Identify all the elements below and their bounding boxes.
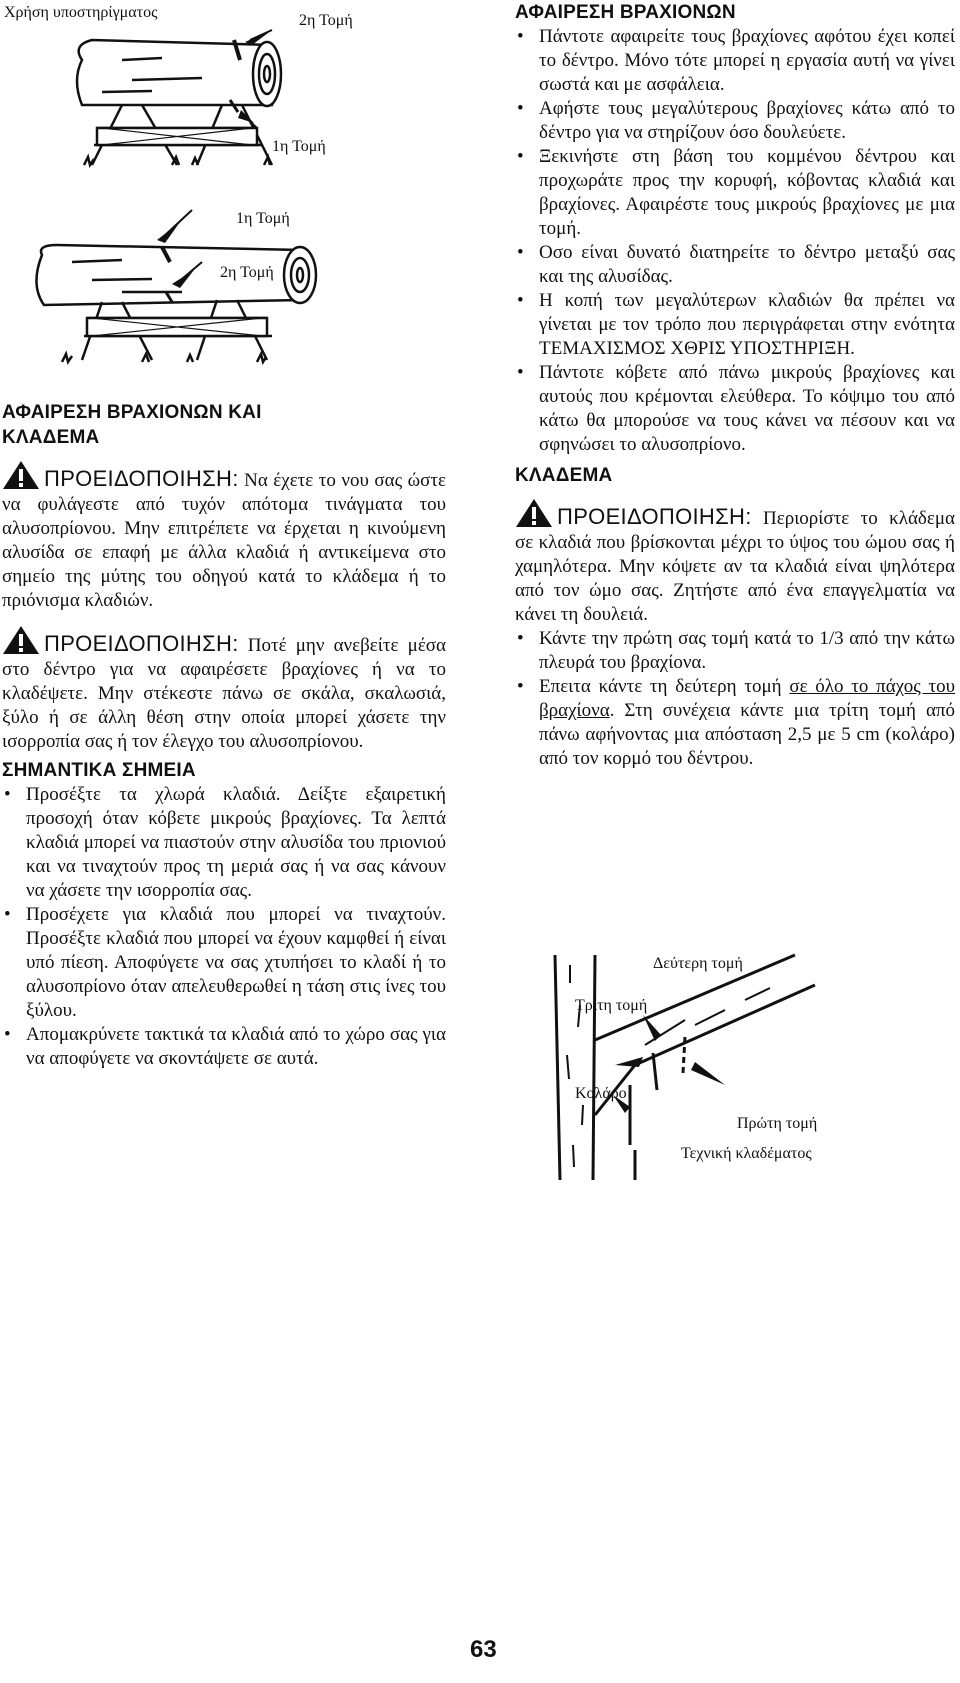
- top-log-drawing: [77, 40, 281, 165]
- list-item: • Πάντοτε κόβετε από πάνω μικρούς βραχίονες και αυτούς που κρέμονται ελεύθερα. Το κόψιμο του από κάτω θα μπορούσε να τους κάνει να πέσουν και να σφηνώσει το αλυσοπρίονο.: [515, 361, 955, 457]
- right-column: [515, 0, 955, 1162]
- collar-label: Κολάρο: [575, 1085, 627, 1102]
- log-on-sawhorse-illustration: [2, 0, 446, 390]
- warning-triangle-icon: [2, 460, 40, 490]
- warning-triangle-icon: [515, 498, 553, 528]
- pruning-caption: Τεχνική κλαδέματος: [681, 1145, 812, 1162]
- warning-1: [2, 460, 446, 613]
- list-item: • Πάντοτε αφαιρείτε τους βραχίονες αφότου έχει κοπεί το δέντρο. Μόνο τότε μπορεί η εργασία αυτή να γίνει σωστά και με ασφάλεια.: [515, 25, 955, 97]
- warning-2-text: Ποτέ μην ανεβείτε μέσα στο δέντρο για να αφαιρέσετε βραχίονες ή να το κλαδέψετε. Μην στέκεστε πάνω σε σκάλα, σκαλωσιά, ξύλο ή σε άλλη θέση στην οποία μπορεί χάσετε την ισορροπία σας ή τον έλεγχο του αλυσοπρίονου.: [2, 635, 447, 752]
- list-item: • Ξεκινήστε στη βάση του κομμένου δέντρου και προχωράτε προς την κορυφή, κόβοντας κλαδιά και βραχίονες. Αφαιρέστε τους μικρούς βραχίονες με μια τομή.: [515, 145, 955, 241]
- important-list: [2, 783, 446, 1071]
- bottom-log-drawing: [36, 245, 316, 362]
- section-title-line2: ΚΛΑΔΕΜΑ: [2, 427, 100, 448]
- third-cut-label: Τρίτη τομή: [575, 997, 648, 1014]
- second-cut-label: Δεύτερη τομή: [653, 955, 743, 972]
- section-title-line1: ΑΦΑΙΡΕΣΗ ΒΡΑΧΙΟΝΩΝ ΚΑΙ: [2, 402, 262, 423]
- removal-list: [515, 25, 955, 457]
- bottom-cut2-label: 2η Τομή: [220, 264, 274, 281]
- list-item: • Η κοπή των μεγαλύτερων κλαδιών θα πρέπει να γίνεται με τον τρόπο που περιγράφεται στην ενότητα ΤΕΜΑΧΙΣΜΟΣ ΧΘΡΙΣ ΥΠΟΣΤΗΡΙΞΗ.: [515, 289, 955, 361]
- first-cut-label: Πρώτη τομή: [737, 1115, 818, 1132]
- prune-text-underlined: σε όλο το πάχος του βραχίονα: [539, 676, 955, 721]
- list-item: • Κάντε την πρώτη σας τομή κατά το 1/3 από την κάτω πλευρά του βραχίονα.: [515, 627, 955, 675]
- warning-2: [2, 625, 446, 754]
- prune-text-start: Επειτα κάντε τη δεύτερη τομή: [539, 676, 790, 697]
- list-item: • Οσο είναι δυνατό διατηρείτε το δέντρο μεταξύ σας και της αλυσίδας.: [515, 241, 955, 289]
- left-column: [2, 0, 447, 1069]
- left-text-block: [2, 400, 446, 1071]
- warning-triangle-icon: [2, 625, 40, 655]
- top-cut2-label: 2η Τομή: [299, 12, 353, 29]
- support-label: Χρήση υποστηρίγματος: [4, 4, 158, 21]
- pruning-title: ΚΛΑΔΕΜΑ: [515, 465, 613, 486]
- warning-1-title: ΠΡΟΕΙΔΟΠΟΙΗΣΗ:: [44, 466, 239, 491]
- bottom-cut1-label: 1η Τομή: [236, 210, 290, 227]
- warning-3-title: ΠΡΟΕΙΔΟΠΟΙΗΣΗ:: [557, 504, 752, 529]
- warning-2-title: ΠΡΟΕΙΔΟΠΟΙΗΣΗ:: [44, 631, 239, 656]
- list-item: • Προσέξτε τα χλωρά κλαδιά. Δείξτε εξαιρετική προσοχή όταν κόβετε μικρούς βραχίονες. Τα λεπτά κλαδιά μπορεί να πιαστούν στην αλυσίδα του πριονιού και να τιναχτούν προς τη μεριά σας ή να σας κάνουν να χάσετε την ισορροπία σας.: [2, 783, 446, 903]
- section-title: [2, 400, 446, 450]
- important-title: ΣΗΜΑΝΤΙΚΑ ΣΗΜΕΙΑ: [2, 760, 196, 781]
- list-item: [515, 675, 955, 771]
- list-item: • Αφήστε τους μεγαλύτερους βραχίονες κάτω από το δέντρο για να στηρίζουν όσο δουλεύετε.: [515, 97, 955, 145]
- list-item: • Απομακρύνετε τακτικά τα κλαδιά από το χώρο σας για να αποφύγετε να σκοντάψετε σε αυτά.: [2, 1023, 446, 1071]
- warning-1-text: Να έχετε το νου σας ώστε να φυλάγεστε από τυχόν απότομα τινάγματα του αλυσοπρίονου. Μην επιτρέπετε να έρχεται η κινούμενη αλυσίδα σε επαφή με άλλα κλαδιά ή αντικείμενα στο σημείο της μύτης του οδηγού κατά το κλάδεμα ή το πριόνισμα κλαδιών.: [2, 470, 446, 611]
- list-item: • Προσέχετε για κλαδιά που μπορεί να τιναχτούν. Προσέξτε κλαδιά που μπορεί να έχουν καμφθεί ή είναι υπό πίεση. Αποφύγετε να σας χτυπήσει το κλαδί ή το αλυσοπρίονο όταν απελευθερωθεί η τάση στις ίνες του ξύλου.: [2, 903, 446, 1023]
- prune-text-end: . Στη συνέχεια κάντε μια τρίτη τομή από πάνω αφήνοντας μια απόσταση 2,5 με 5 cm (κολάρο) από τον κορμό του δέντρου.: [539, 700, 955, 769]
- removal-title: ΑΦΑΙΡΕΣΗ ΒΡΑΧΙΟΝΩΝ: [515, 2, 736, 23]
- top-cut1-label: 1η Τομή: [272, 138, 326, 155]
- pruning-figure: [535, 945, 935, 1185]
- page-number: 63: [470, 1636, 497, 1663]
- bucking-support-figure: [2, 0, 446, 390]
- warning-3-text: Περιορίστε το κλάδεμα σε κλαδιά που βρίσκονται μέχρι το ύψος του ώμου σας ή χαμηλότερα. Μην κόψετε αν τα κλαδιά είναι ψηλότερα από τον ώμο σας. Ζητήστε από ένα επαγγελματία να κάνει τη δουλειά.: [515, 508, 955, 625]
- pruning-list: [515, 627, 955, 771]
- warning-3: [515, 498, 955, 627]
